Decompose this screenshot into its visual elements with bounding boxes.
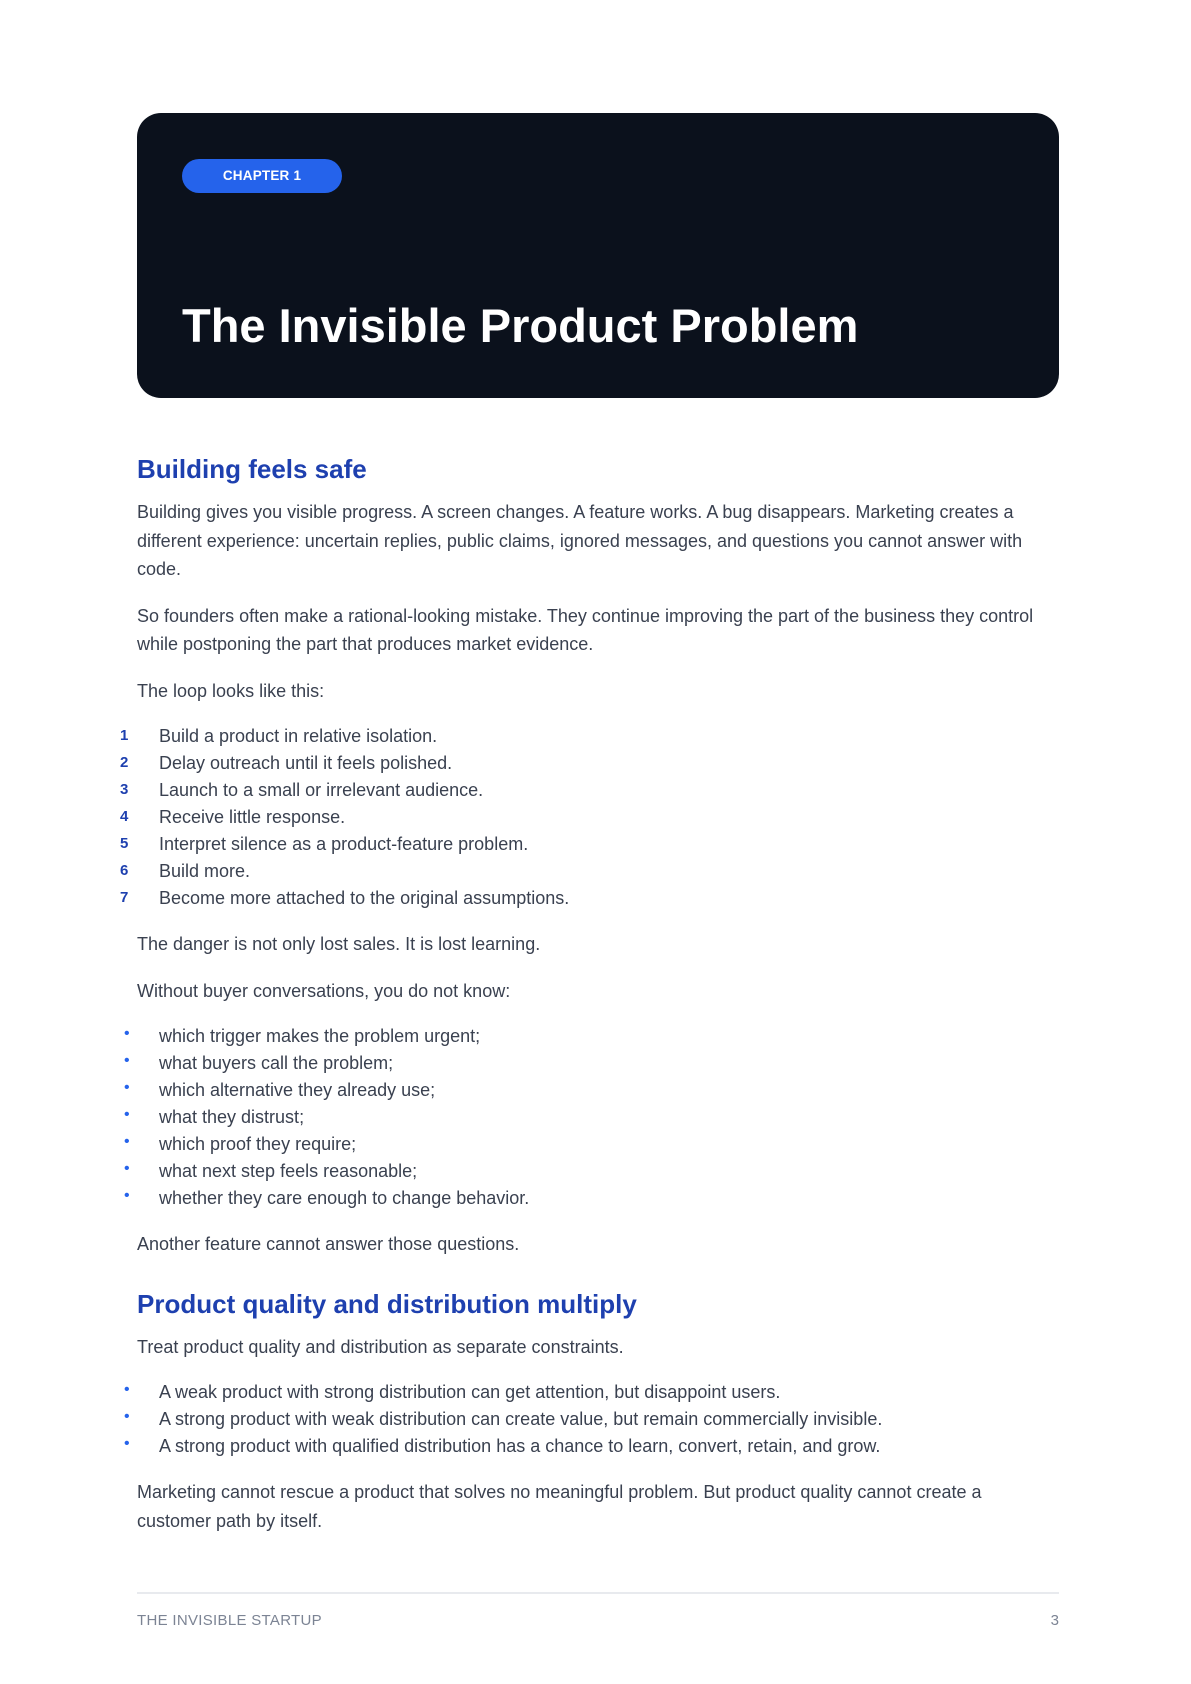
section-heading: Product quality and distribution multiply <box>137 1288 637 1319</box>
step-number: 6 <box>120 862 129 879</box>
loop-steps-list <box>120 723 1059 912</box>
list-item <box>124 1379 1059 1406</box>
list-item <box>120 885 1059 912</box>
list-item <box>120 858 1059 885</box>
chapter-title: The Invisible Product Problem <box>182 299 859 352</box>
page-content <box>120 452 1059 1553</box>
body-paragraph: Another feature cannot answer those questions. <box>137 1234 520 1254</box>
step-text: Delay outreach until it feels polished. <box>159 753 453 773</box>
list-item-text: which proof they require; <box>159 1134 357 1154</box>
quality-distribution-list <box>124 1379 1059 1460</box>
list-item-text: what buyers call the problem; <box>159 1053 394 1073</box>
body-paragraph: So founders often make a rational-looking mistake. They continue improving the part of the business they control while postponing the part that produces market evidence. <box>137 605 1034 654</box>
step-number: 2 <box>120 754 129 771</box>
list-item-text: A weak product with strong distribution can get attention, but disappoint users. <box>159 1382 781 1402</box>
list-item <box>124 1023 1059 1050</box>
bullet-icon: • <box>124 1187 130 1204</box>
step-text: Build a product in relative isolation. <box>159 726 438 746</box>
body-paragraph: Treat product quality and distribution as separate constraints. <box>137 1336 624 1357</box>
step-text: Interpret silence as a product-feature problem. <box>159 834 529 854</box>
bullet-icon: • <box>124 1025 130 1042</box>
list-item-text: whether they care enough to change behavior. <box>159 1188 530 1208</box>
body-paragraph: The loop looks like this: <box>137 680 325 701</box>
bullet-icon: • <box>124 1052 130 1069</box>
bullet-icon: • <box>124 1079 130 1096</box>
step-number: 5 <box>120 835 129 852</box>
list-item <box>124 1104 1059 1131</box>
list-item-text: which alternative they already use; <box>159 1080 436 1100</box>
list-item <box>124 1077 1059 1104</box>
list-item <box>124 1131 1059 1158</box>
bullet-icon: • <box>124 1133 130 1150</box>
step-text: Receive little response. <box>159 807 346 827</box>
list-item-text: what next step feels reasonable; <box>159 1161 418 1181</box>
list-item-text: A strong product with weak distribution can create value, but remain commercially invisible. <box>159 1409 883 1429</box>
step-number: 3 <box>120 781 129 798</box>
body-paragraph: Building gives you visible progress. A screen changes. A feature works. A bug disappears. Marketing creates a different experience: uncertain replies, public claims, ignored messages, and questions you cannot answer with code. <box>137 502 1023 579</box>
list-item <box>124 1433 1059 1460</box>
step-text: Launch to a small or irrelevant audience. <box>159 780 484 800</box>
body-paragraph: The danger is not only lost sales. It is lost learning. <box>137 934 541 954</box>
page-number: 3 <box>1050 1612 1059 1629</box>
footer-divider <box>137 1592 1059 1594</box>
list-item <box>124 1406 1059 1433</box>
list-item-text: what they distrust; <box>159 1107 305 1127</box>
bullet-icon: • <box>124 1160 130 1177</box>
list-item <box>120 777 1059 804</box>
step-number: 1 <box>120 727 129 744</box>
bullet-icon: • <box>124 1106 130 1123</box>
section-heading: Building feels safe <box>137 454 367 484</box>
list-item <box>124 1158 1059 1185</box>
list-item <box>120 750 1059 777</box>
list-item <box>120 723 1059 750</box>
step-text: Become more attached to the original assumptions. <box>159 888 570 908</box>
list-item <box>124 1050 1059 1077</box>
footer-book-title: THE INVISIBLE STARTUP <box>137 1612 322 1629</box>
unknowns-list <box>124 1023 1059 1212</box>
body-paragraph: Without buyer conversations, you do not know: <box>137 980 511 1001</box>
list-item-text: A strong product with qualified distribution has a chance to learn, convert, retain, and grow. <box>159 1436 881 1456</box>
list-item <box>120 831 1059 858</box>
chapter-hero-banner <box>137 113 1059 398</box>
bullet-icon: • <box>124 1435 130 1452</box>
body-paragraph: Marketing cannot rescue a product that solves no meaningful problem. But product quality cannot create a customer path by itself. <box>137 1482 982 1531</box>
list-item <box>124 1185 1059 1212</box>
step-number: 7 <box>120 889 129 906</box>
step-text: Build more. <box>159 861 251 881</box>
chapter-badge: CHAPTER 1 <box>182 159 342 193</box>
bullet-icon: • <box>124 1408 130 1425</box>
list-item <box>120 804 1059 831</box>
list-item-text: which trigger makes the problem urgent; <box>159 1026 481 1046</box>
bullet-icon: • <box>124 1381 130 1398</box>
step-number: 4 <box>120 808 129 825</box>
